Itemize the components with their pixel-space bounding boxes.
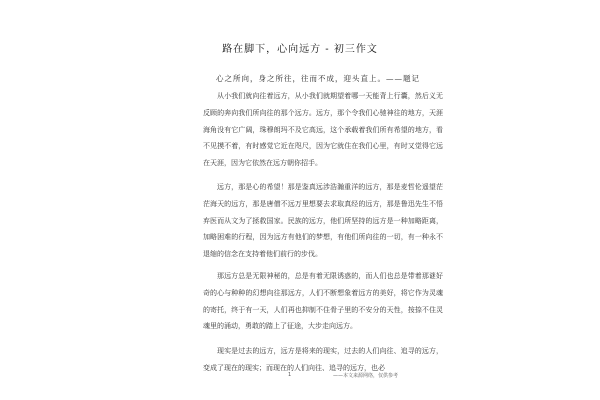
paragraph: 从小我们就向往着远方，从小我们就期望着哪一天能背上行囊，然后义无反顾的奔向我们所向往的那个远方。远方，那个令我们心驰神往的地方，天涯海角没有它广阔，珠穆朗玛不及它高远，这个承载着我们所有希望的地方，看不见摸不着，有时感觉它近在咫尺，因为它就住在我们心里，有时又觉得它远在天涯，因为它依然在远方朝你招手。 [203, 92, 443, 168]
epigraph: 心之所向，身之所往，往而不成，迎头直上。——题记 [216, 74, 420, 83]
paragraph: 那远方总是无限神秘的，总是有着无限诱惑的，而人们也总是带着那谜好奇的心与种种的幻想向往那远方，人们不断想象着远方的美好，将它作为灵魂的寄托，终于有一天，人们再也抑制不住骨子里的不安分的天性，按捺不住灵魂里的涌动，勇敢的踏上了征途，大步走向远方。 [203, 272, 443, 331]
footer-note: ——本文来源网络，仅供参考 [333, 373, 399, 379]
page-title: 路在脚下，心向远方 - 初三作文 [222, 44, 378, 55]
page-number: 1 [288, 372, 292, 378]
paragraph: 远方，那是心的希望！那是鉴真远涉浩瀚重洋的远方，那是麦哲伦遥望茫茫海天的远方，那是唐僧不远万里想要去求取真经的远方，那是鲁迅先生不悟弃医而从文为了拯救国家。民族的远方，他们所坚持的远方是一种加略距离，加略困难的行程，因为远方有他们的梦想，有他们所向往的一切，有一种永不退缩的信念在支持着他们前行的步伐。 [203, 183, 443, 259]
paragraph: 现实是过去的远方，远方是将来的现实，过去的人们向往、追寻的远方，变成了现在的现实；而现在的人们向往、追寻的远方，也必 [203, 347, 443, 372]
